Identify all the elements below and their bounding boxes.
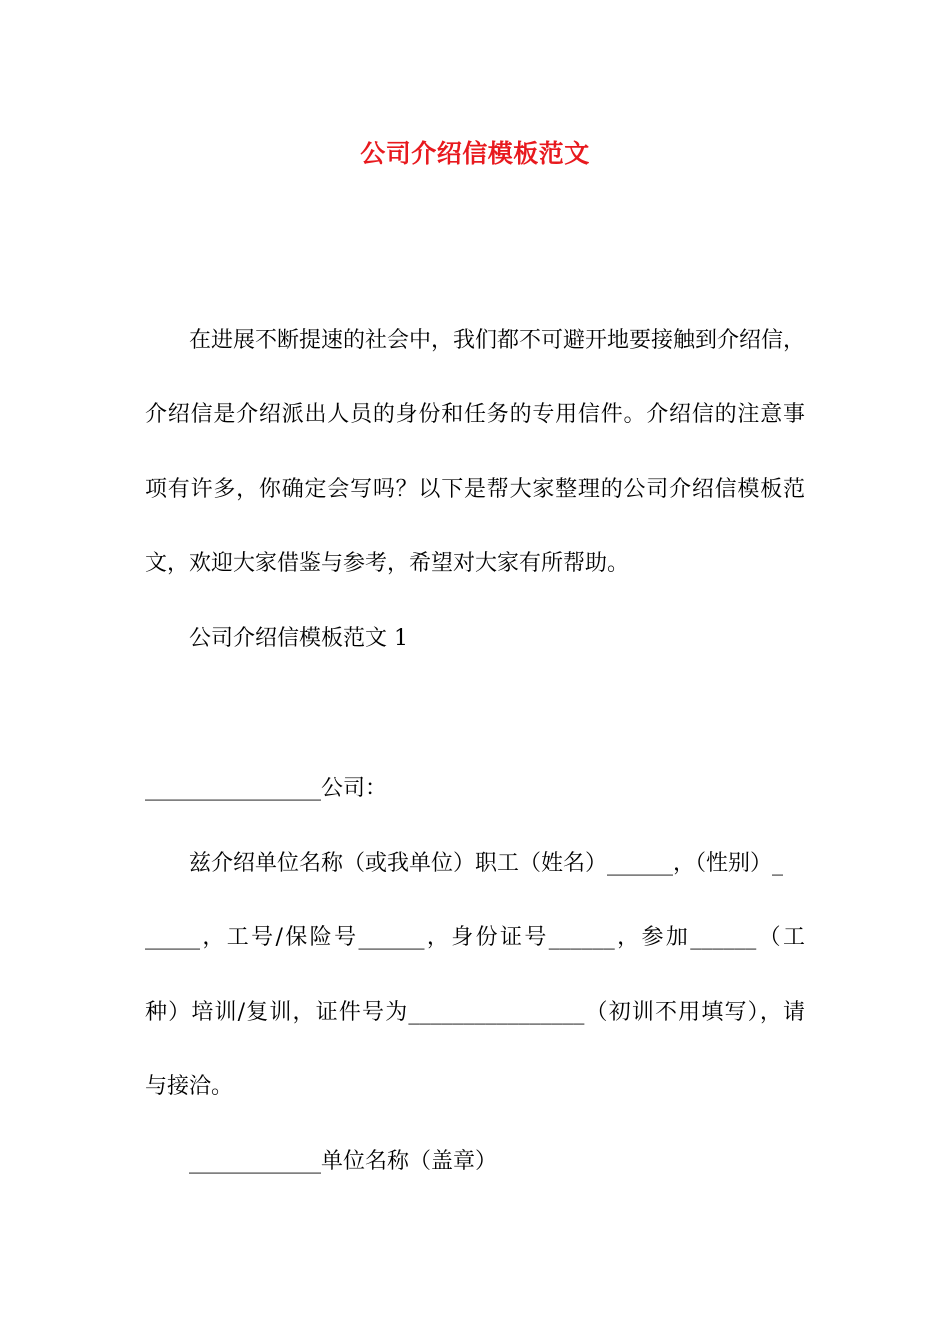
- section-heading: 公司介绍信模板范文 1: [189, 626, 408, 651]
- document-title: 公司介绍信模板范文: [360, 139, 590, 168]
- body-line-1: 兹介绍单位名称（或我单位）职工（姓名）______，（性别）_: [189, 851, 784, 876]
- intro-line-2: 介绍信是介绍派出人员的身份和任务的专用信件。介绍信的注意事: [145, 402, 805, 427]
- signature-line: ____________单位名称（盖章）: [189, 1149, 498, 1174]
- salutation: ________________公司：: [145, 776, 388, 801]
- intro-line-1: 在进展不断提速的社会中，我们都不可避开地要接触到介绍信，: [189, 328, 806, 353]
- body-line-3: 种）培训/复训，证件号为________________（初训不用填写），请: [145, 1000, 805, 1025]
- body-line-2: _____，工号/保险号______，身份证号______，参加______（工: [145, 925, 805, 950]
- body-line-4: 与接洽。: [145, 1074, 234, 1099]
- intro-line-3: 项有许多，你确定会写吗？以下是帮大家整理的公司介绍信模板范: [145, 477, 805, 502]
- intro-line-4: 文，欢迎大家借鉴与参考，希望对大家有所帮助。: [145, 551, 630, 576]
